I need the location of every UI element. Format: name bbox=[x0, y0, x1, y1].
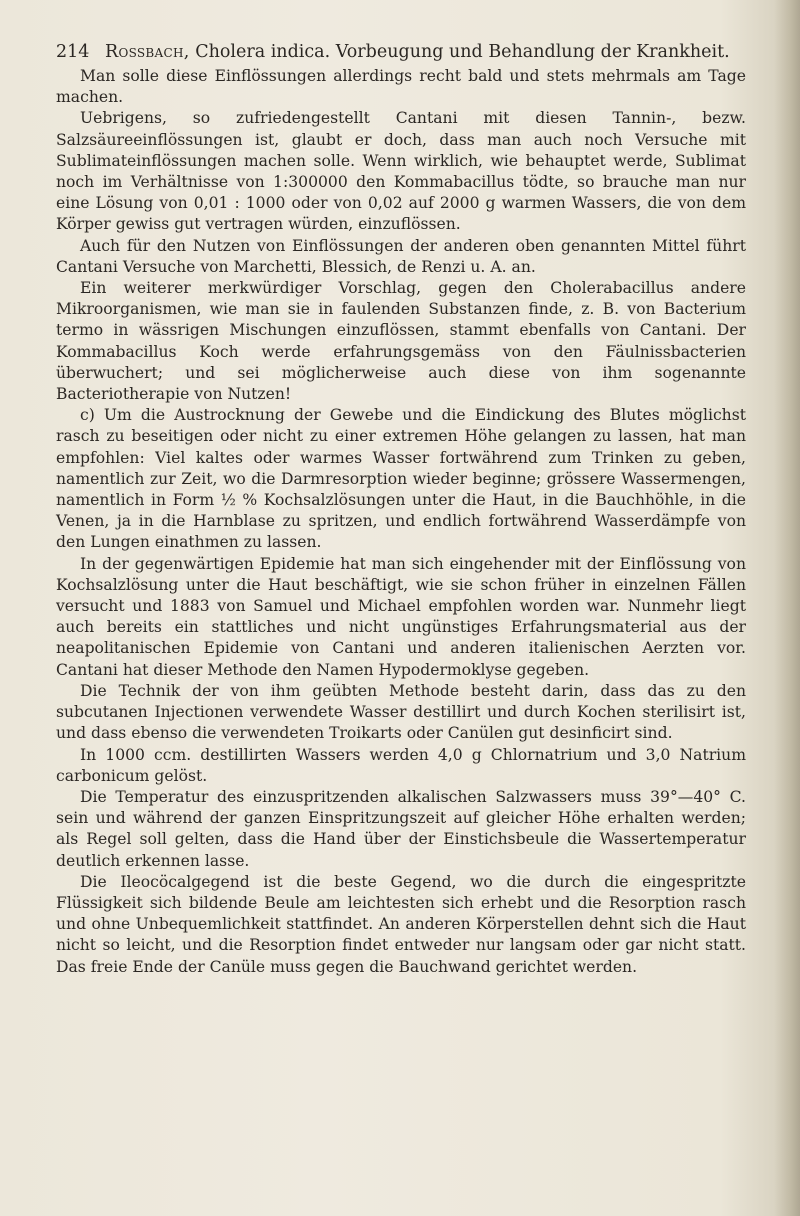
running-header bbox=[56, 42, 746, 62]
paragraph: In 1000 ccm. destillirten Wassers werden 4,0 g Chlornatrium und 3,0 Natrium carbonicum gelöst. bbox=[56, 745, 746, 785]
page-number: 214 bbox=[56, 42, 90, 62]
paragraph: Man solle diese Einflössungen allerdings recht bald und stets mehrmals am Tage machen. bbox=[56, 67, 746, 107]
page-edge-shadow bbox=[774, 0, 800, 1216]
paragraph: Uebrigens, so zufriedengestellt Cantani mit diesen Tannin-, bezw. Salzsäureeinflössungen ist, glaubt er doch, dass man auch noch Versuche mit Sublimateinflössungen machen solle. Wenn wirklich, wie behauptet werde, Sublimat noch im Verhältnisse von 1:300000 den Kommabacillus tödte, so brauche man nur eine Lösung von 0,01 : 1000 oder von 0,02 auf 2000 g warmen Wassers, die von dem Körper gewiss gut vertragen würden, einzuflössen. bbox=[56, 109, 746, 234]
paragraph: Ein weiterer merkwürdiger Vorschlag, gegen den Cholerabacillus andere Mikroorganismen, wie man sie in faulenden Substanzen finde, z. B. von Bacterium termo in wässrigen Mischungen einzuflössen, stammt ebenfalls von Cantani. Der Kommabacillus Koch werde erfahrungsgemäss von den Fäulnissbacterien überwuchert; und sei möglicherweise auch diese von ihm sogenannte Bacteriotherapie von Nutzen! bbox=[56, 279, 746, 404]
header-title: Cholera indica. Vorbeugung und Behandlung der Krankheit. bbox=[195, 42, 730, 62]
paragraph: c) Um die Austrocknung der Gewebe und die Eindickung des Blutes möglichst rasch zu beseitigen oder nicht zu einer extremen Höhe gelangen zu lassen, hat man empfohlen: Viel kaltes oder warmes Wasser fortwährend zum Trinken zu geben, namentlich zur Zeit, wo die Darmresorption wieder beginne; grössere Wassermengen, namentlich in Form ½ % Kochsalzlösungen unter die Haut, in die Bauchhöhle, in die Venen, ja in die Harnblase zu spritzen, und endlich fortwährend Wasserdämpfe von den Lungen einathmen zu lassen. bbox=[56, 406, 746, 552]
paragraph: Die Technik der von ihm geübten Methode besteht darin, dass das zu den subcutanen Injectionen verwendete Wasser destillirt und durch Kochen sterilisirt ist, und dass ebenso die verwendeten Troikarts oder Canülen gut desinficirt sind. bbox=[56, 681, 746, 743]
paragraph: Die Temperatur des einzuspritzenden alkalischen Salzwassers muss 39°—40° C. sein und während der ganzen Einspritzungszeit auf gleicher Höhe erhalten werden; als Regel soll gelten, dass die Hand über der Einstichsbeule die Wassertemperatur deutlich erkennen lasse. bbox=[56, 787, 746, 870]
body-text bbox=[56, 66, 746, 978]
header-author: Rossbach, bbox=[104, 42, 190, 62]
paragraph: In der gegenwärtigen Epidemie hat man sich eingehender mit der Einflössung von Kochsalzlösung unter die Haut beschäftigt, wie sie schon früher in einzelnen Fällen versucht und 1883 von Samuel und Michael empfohlen worden war. Nunmehr liegt auch bereits ein stattliches und nicht ungünstiges Erfahrungsmaterial aus der neapolitanischen Epidemie von Cantani und anderen italienischen Aerzten vor. Cantani hat dieser Methode den Namen Hypodermoklyse gegeben. bbox=[56, 554, 746, 679]
paragraph: Die Ileocöcalgegend ist die beste Gegend, wo die durch die eingespritzte Flüssigkeit sich bildende Beule am leichtesten sich erhebt und die Resorption rasch und ohne Unbequemlichkeit stattfindet. An anderen Körperstellen dehnt sich die Haut nicht so leicht, und die Resorption findet entweder nur langsam oder gar nicht statt. Das freie Ende der Canüle muss gegen die Bauchwand gerichtet werden. bbox=[56, 872, 746, 976]
paragraph: Auch für den Nutzen von Einflössungen der anderen oben genannten Mittel führt Cantani Versuche von Marchetti, Blessich, de Renzi u. A. an. bbox=[56, 236, 746, 276]
